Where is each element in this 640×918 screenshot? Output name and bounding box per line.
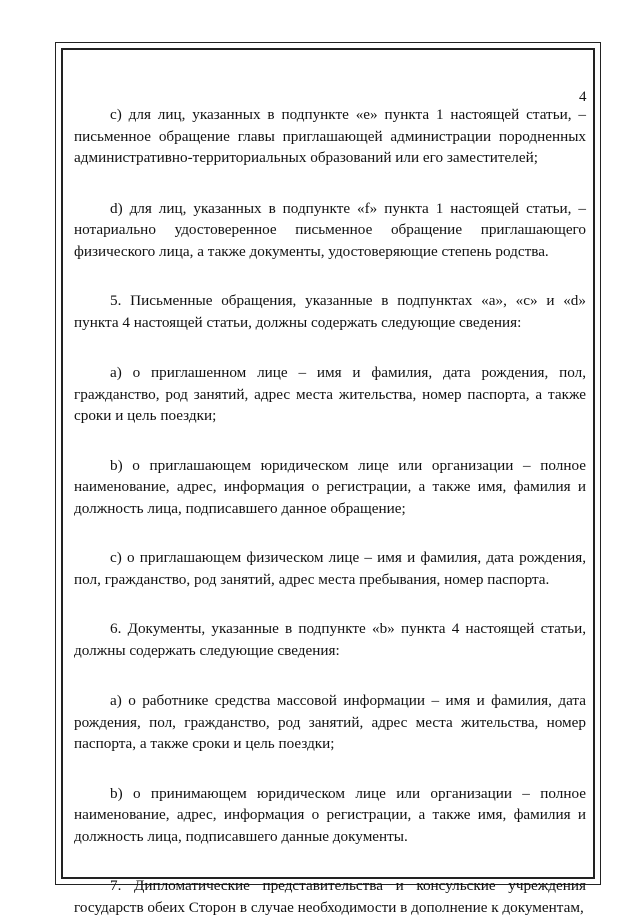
paragraph-5c: с) о приглашающем физическом лице – имя и фамилия, дата рождения, пол, гражданство, род занятий, адрес места пребывания, номер паспорта.	[74, 549, 586, 588]
paragraph-6a: а) о работнике средства массовой информации – имя и фамилия, дата рождения, пол, гражданство, род занятий, адрес места жительства, номер паспорта, а также сроки и цель поездки;	[74, 692, 586, 752]
paragraph-4d: d) для лиц, указанных в подпункте «f» пункта 1 настоящей статьи, – нотариально удостоверенное письменное обращение приглашающего физического лица, а также документы, удостоверяющие степень родства.	[74, 199, 586, 260]
paragraph-7: 7. Дипломатические представительства и консульские учреждения государств обеих Сторон в случае необходимости в дополнение к документам,	[74, 877, 586, 916]
paragraph-5a: а) о приглашенном лице – имя и фамилия, дата рождения, пол, гражданство, род занятий, адрес места жительства, номер паспорта, а также сроки и цель поездки;	[74, 364, 586, 424]
page-number: 4	[579, 89, 587, 105]
paragraph-6b: b) о принимающем юридическом лице или организации – полное наименование, адрес, информация о регистрации, а также имя, фамилия и должность лица, подписавшего данные документы.	[74, 784, 586, 845]
paragraph-5: 5. Письменные обращения, указанные в подпунктах «а», «с» и «d» пункта 4 настоящей статьи, должны содержать следующие сведения:	[74, 292, 586, 331]
paragraph-6: 6. Документы, указанные в подпункте «b» пункта 4 настоящей статьи, должны содержать следующие сведения:	[74, 620, 586, 659]
paragraph-5b: b) о приглашающем юридическом лице или организации – полное наименование, адрес, информация о регистрации, а также имя, фамилия и должность лица, подписавшего данное обращение;	[74, 456, 586, 517]
paragraph-4c: с) для лиц, указанных в подпункте «е» пункта 1 настоящей статьи, – письменное обращение главы приглашающей администрации породненных административно-территориальных образований или его заместителей;	[74, 106, 586, 166]
document-body	[74, 104, 586, 918]
